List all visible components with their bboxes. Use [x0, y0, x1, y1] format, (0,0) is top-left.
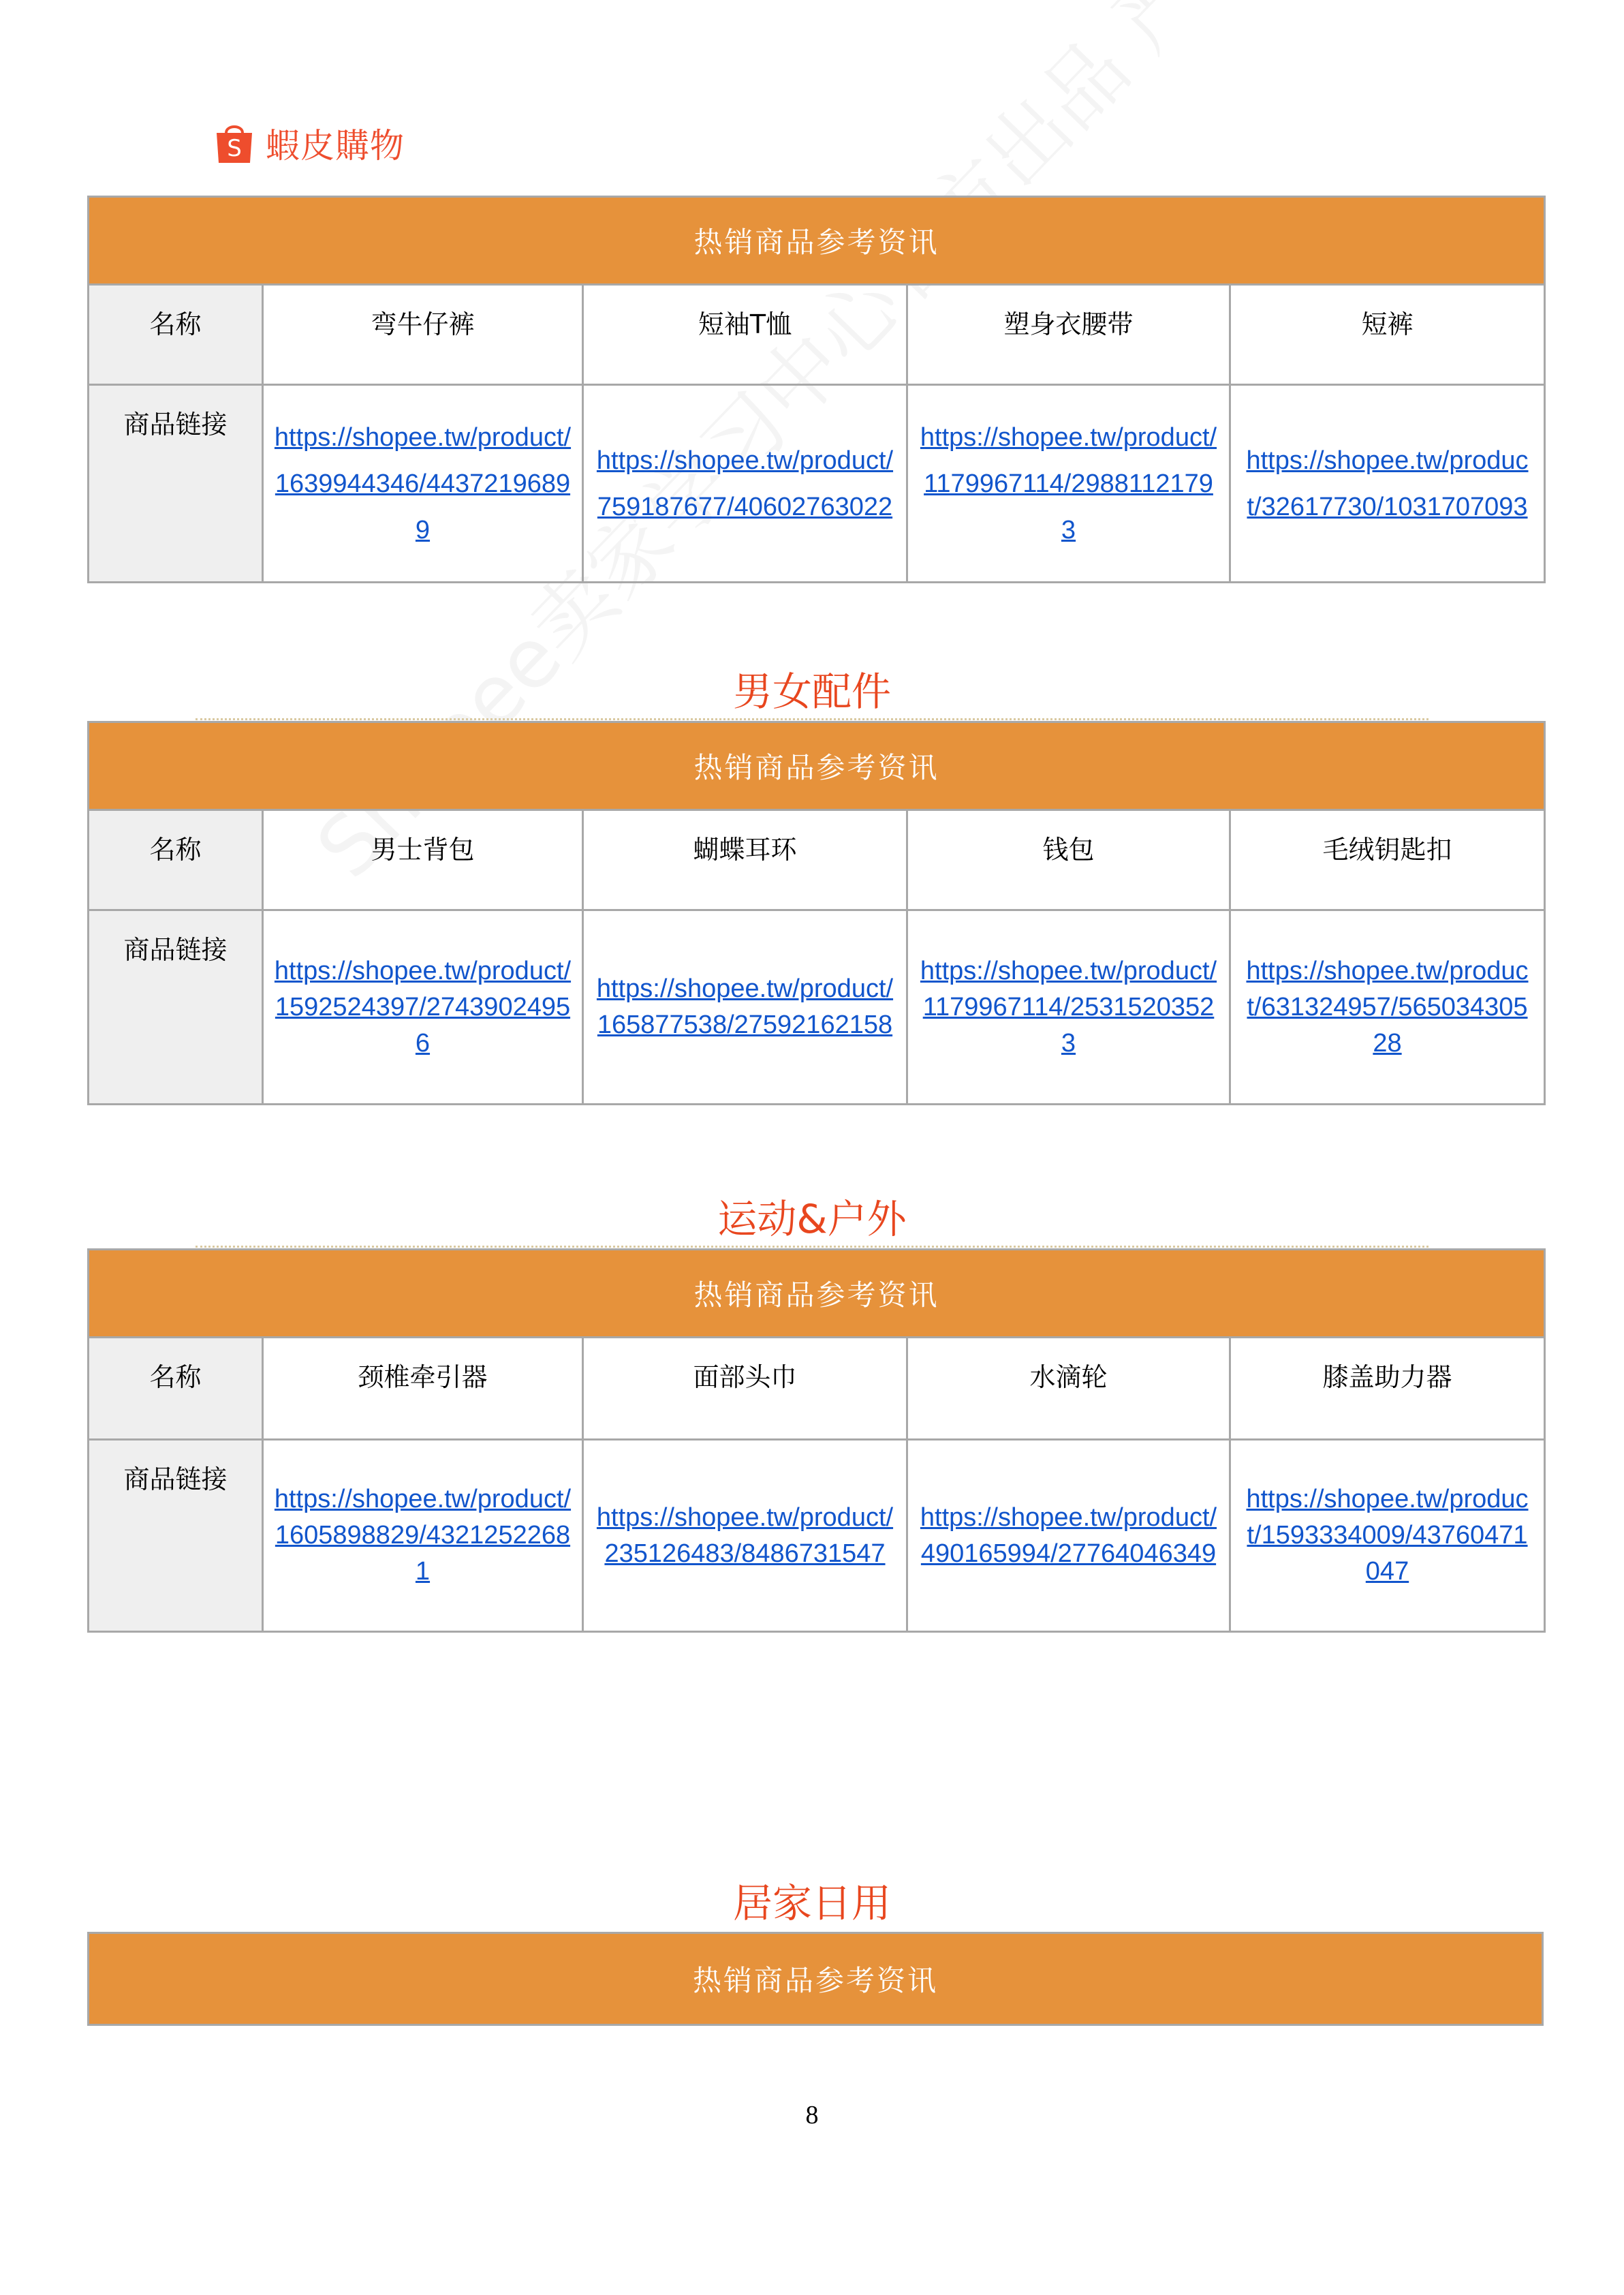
- link-label: 商品链接: [89, 1440, 263, 1632]
- section-title: 男女配件: [732, 668, 891, 715]
- section-title: 居家日用: [732, 1880, 891, 1926]
- product-name: 颈椎牵引器: [263, 1338, 583, 1440]
- product-link[interactable]: https://shopee.tw/product/1179967114/25315203523: [920, 956, 1217, 1058]
- shopee-bag-icon: [213, 121, 256, 166]
- product-link[interactable]: https://shopee.tw/product/32617730/1031707093: [1246, 446, 1529, 521]
- product-link[interactable]: https://shopee.tw/product/1639944346/44372196899: [274, 422, 572, 544]
- product-table-1: [87, 196, 1546, 583]
- product-name: 弯牛仔裤: [263, 285, 583, 385]
- product-link[interactable]: https://shopee.tw/product/490165994/27764046349: [920, 1503, 1217, 1568]
- product-name: 水滴轮: [907, 1338, 1230, 1440]
- product-name: 面部头巾: [583, 1338, 907, 1440]
- name-label: 名称: [89, 810, 263, 910]
- product-link[interactable]: https://shopee.tw/product/631324957/56503430528: [1246, 956, 1529, 1058]
- table-header: 热销商品参考资讯: [89, 197, 1545, 285]
- product-name: 钱包: [907, 810, 1230, 910]
- product-name: 膝盖助力器: [1230, 1338, 1545, 1440]
- page-number: 8: [805, 2101, 819, 2129]
- title-rule: [196, 1246, 1428, 1248]
- product-link[interactable]: https://shopee.tw/product/1179967114/29881121793: [920, 422, 1217, 544]
- product-name: 短裤: [1230, 285, 1545, 385]
- svg-text:S: S: [227, 135, 242, 162]
- product-table-2: [87, 721, 1546, 1105]
- section-title: 运动&户外: [717, 1196, 907, 1242]
- product-link[interactable]: https://shopee.tw/product/165877538/27592162158: [596, 974, 894, 1039]
- product-name: 塑身衣腰带: [907, 285, 1230, 385]
- product-link[interactable]: https://shopee.tw/product/1592524397/27439024956: [274, 956, 572, 1058]
- product-link[interactable]: https://shopee.tw/product/1593334009/43760471047: [1246, 1485, 1529, 1586]
- link-label: 商品链接: [89, 910, 263, 1105]
- name-label: 名称: [89, 285, 263, 385]
- shopee-logo: [213, 116, 405, 170]
- product-name: 男士背包: [263, 810, 583, 910]
- product-link[interactable]: https://shopee.tw/product/759187677/40602763022: [596, 446, 894, 521]
- table-header: 热销商品参考资讯: [89, 1250, 1545, 1338]
- title-rule: [196, 718, 1428, 720]
- table-header: 热销商品参考资讯: [89, 1933, 1543, 2025]
- link-label: 商品链接: [89, 385, 263, 583]
- product-link[interactable]: https://shopee.tw/product/235126483/8486731547: [596, 1503, 894, 1568]
- logo-text: 蝦皮購物: [266, 126, 405, 166]
- product-name: 蝴蝶耳环: [583, 810, 907, 910]
- product-name: 毛绒钥匙扣: [1230, 810, 1545, 910]
- table-header: 热销商品参考资讯: [89, 722, 1545, 810]
- product-name: 短袖T恤: [583, 285, 907, 385]
- product-table-3: [87, 1248, 1546, 1633]
- product-link[interactable]: https://shopee.tw/product/1605898829/43212522681: [274, 1485, 572, 1586]
- name-label: 名称: [89, 1338, 263, 1440]
- product-table-4: [87, 1932, 1544, 2026]
